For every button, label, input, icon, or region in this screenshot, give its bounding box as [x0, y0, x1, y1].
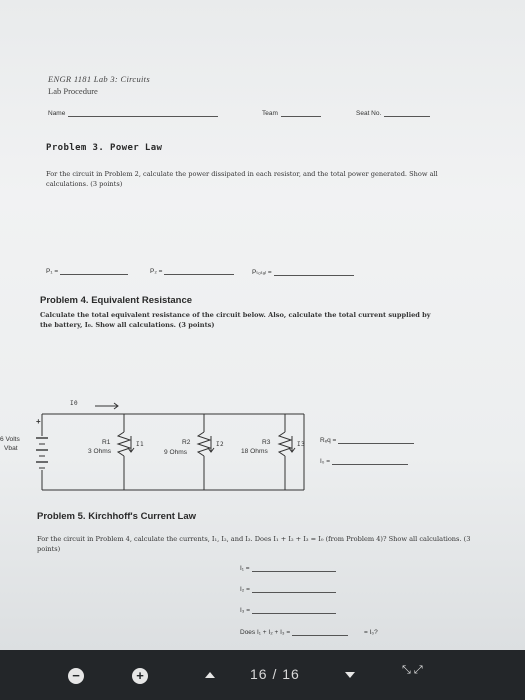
p2-field[interactable] — [150, 268, 234, 275]
i3-label: I3 — [297, 441, 306, 448]
r1-resistor — [118, 432, 130, 456]
i2-answer-field[interactable] — [240, 586, 336, 593]
zoom-out-icon[interactable]: − — [68, 668, 84, 684]
kcl-check-equals: = I₀? — [364, 629, 378, 636]
i1-answer-line[interactable] — [252, 571, 336, 572]
i0-answer-label: I₀ = — [320, 458, 331, 465]
ptotal-label: Pₜₒₜₐₗ = — [252, 269, 272, 276]
p1-field[interactable] — [46, 268, 128, 275]
p1-line[interactable] — [60, 274, 128, 275]
i2-label: I2 — [216, 441, 225, 448]
req-label: Rₑq = — [320, 437, 337, 444]
problem3-title: Problem 3. Power Law — [46, 143, 163, 153]
seat-field[interactable] — [356, 110, 430, 117]
page-indicator: 16 / 16 — [250, 666, 300, 682]
battery-name-label: Vbat — [4, 445, 18, 452]
name-field[interactable] — [48, 110, 218, 117]
problem3-text: For the circuit in Problem 2, calculate the power dissipated in each resistor, and the total power generated. Show all calculations. (3 points) — [46, 170, 438, 188]
team-field[interactable] — [262, 110, 321, 117]
i0-answer-line[interactable] — [332, 464, 408, 465]
r2-value: 9 Ohms — [164, 449, 188, 456]
i3-answer-label: I₃ = — [240, 607, 251, 614]
i2-answer-line[interactable] — [252, 592, 336, 593]
i2-answer-label: I₂ = — [240, 586, 250, 593]
problem4-text: Calculate the total equivalent resistance of the circuit below. Also, calculate the total current supplied by the battery, I₀. Show all calculations. (3 points) — [40, 311, 431, 329]
kcl-check-field[interactable] — [240, 629, 378, 636]
seat-line[interactable] — [384, 116, 430, 117]
previous-page-icon[interactable] — [205, 672, 215, 678]
i3-answer-field[interactable] — [240, 607, 336, 614]
i1-answer-field[interactable] — [240, 565, 336, 572]
course-title: ENGR 1181 Lab 3: Circuits — [48, 74, 150, 84]
r3-label: R3 — [262, 439, 271, 446]
req-line[interactable] — [338, 443, 414, 444]
r3-resistor — [279, 432, 291, 456]
kcl-check-line[interactable] — [292, 635, 348, 636]
i1-answer-label: I₁ = — [240, 565, 250, 572]
kcl-check-label: Does I₁ + I₂ + I₃ = — [240, 629, 291, 636]
r2-label: R2 — [182, 439, 191, 446]
team-label: Team — [262, 110, 278, 117]
ptotal-field[interactable] — [252, 268, 354, 276]
p1-label: P₁ = — [46, 268, 59, 275]
problem5-text: For the circuit in Problem 4, calculate the currents, I₁, I₂, and I₃. Does I₁ + I₂ + I₃ = I₀ (from Problem 4)? Show all calculations. (3 points) — [37, 535, 471, 553]
ptotal-line[interactable] — [274, 275, 354, 276]
seat-label: Seat No. — [356, 110, 382, 117]
problem5-title: Problem 5. Kirchhoff's Current Law — [37, 511, 197, 522]
zoom-in-icon[interactable]: + — [132, 668, 148, 684]
name-line[interactable] — [68, 116, 218, 117]
document-subtitle: Lab Procedure — [48, 86, 98, 96]
battery-volts-label: 6 Volts — [0, 436, 20, 443]
p2-line[interactable] — [164, 274, 234, 275]
viewer-toolbar — [0, 650, 525, 700]
next-page-icon[interactable] — [345, 672, 355, 678]
r2-resistor — [198, 432, 210, 456]
r3-value: 18 Ohms — [241, 448, 268, 455]
i0-label: I0 — [70, 400, 79, 407]
fullscreen-icon[interactable]: ⤡ ⤢ — [402, 664, 423, 676]
req-field[interactable] — [320, 437, 414, 444]
i0-field[interactable] — [320, 458, 408, 465]
circuit-diagram — [0, 390, 330, 500]
r1-label: R1 — [102, 439, 111, 446]
team-line[interactable] — [281, 116, 321, 117]
problem4-title: Problem 4. Equivalent Resistance — [40, 295, 193, 306]
battery-plus-label: + — [36, 417, 41, 426]
document-header — [48, 74, 150, 96]
i3-answer-line[interactable] — [252, 613, 336, 614]
p2-label: P₂ = — [150, 268, 163, 275]
r1-value: 3 Ohms — [88, 448, 112, 455]
i1-label: I1 — [136, 441, 145, 448]
name-label: Name — [48, 110, 66, 117]
